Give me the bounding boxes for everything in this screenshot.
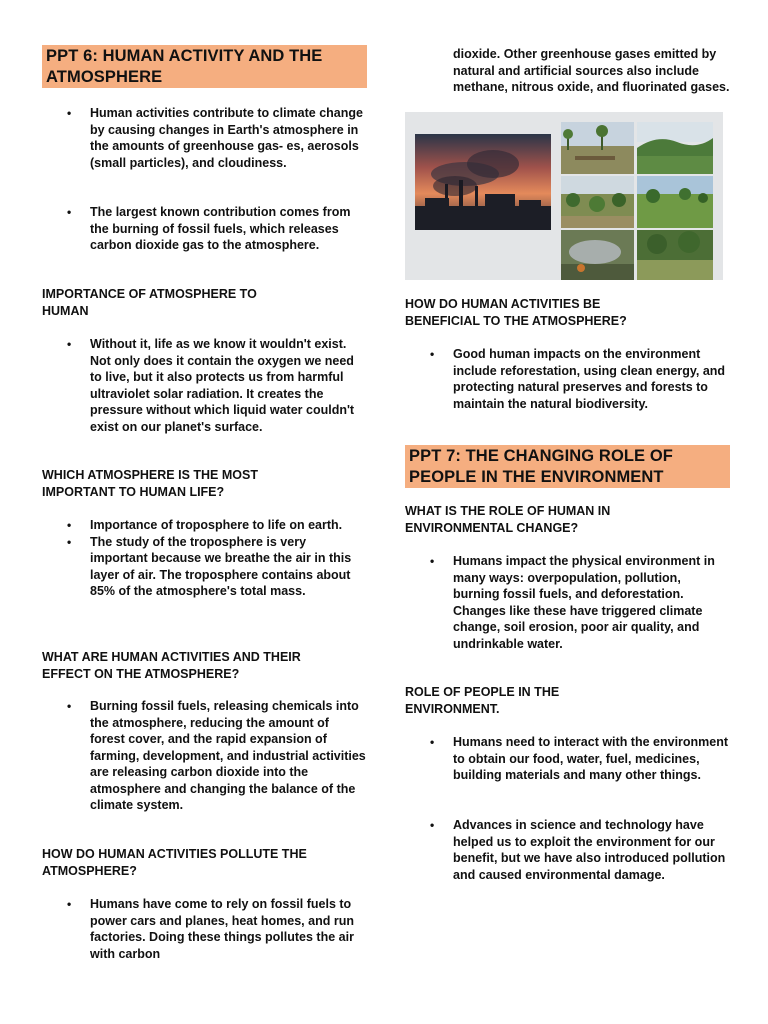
list-item: • Humans need to interact with the environment to obtain our food, water, fuel, medicines, building materials and many other things. (405, 734, 730, 784)
beneficial-bullet-list (405, 346, 730, 412)
industrial-smoke-photo (415, 134, 551, 230)
green-meadow-photo (637, 176, 713, 228)
deforested-land-photo (561, 122, 634, 174)
list-item: • Advances in science and technology have helped us to exploit the environment for our benefit, but we have also introduced pollution and caused environmental damage. (405, 817, 730, 883)
ppt7-title-banner (405, 445, 730, 488)
activities-heading: WHAT ARE HUMAN ACTIVITIES AND THEIR EFFECT ON THE ATMOSPHERE? (42, 650, 301, 681)
young-trees-photo (561, 176, 634, 228)
which-bullet-list (42, 517, 367, 600)
burning-field-photo (561, 230, 634, 280)
list-item: • The study of the troposphere is very important because we breathe the air in this layer of air. The troposphere contains about 85% of the atmosphere's total mass. (42, 534, 367, 600)
ppt6-title-banner (42, 45, 367, 88)
riverbank-vegetation-photo (637, 230, 713, 280)
role-heading: WHAT IS THE ROLE OF HUMAN IN ENVIRONMENTAL CHANGE? (405, 504, 611, 535)
beneficial-heading: HOW DO HUMAN ACTIVITIES BE BENEFICIAL TO THE ATMOSPHERE? (405, 297, 627, 328)
importance-bullet-list (42, 336, 367, 435)
list-item: • Without it, life as we know it wouldn't exist. Not only does it contain the oxygen we need to live, but it also protects us from harmful ultraviolet solar radiation. It creates the pressure without which liquid water couldn't exist on our planet's surface. (42, 336, 367, 435)
list-item: • Burning fossil fuels, releasing chemicals into the atmosphere, reducing the amount of forest cover, and the rapid expansion of farming, development, and industrial activities are releasing carbon dioxide into the atmosphere and changing the balance of the climate system. (42, 698, 367, 814)
ppt7-title: PPT 7: THE CHANGING ROLE OF PEOPLE IN THE ENVIRONMENT (409, 447, 673, 486)
activities-bullet-list (42, 698, 367, 814)
role-bullet-list (405, 553, 730, 652)
list-item: • Importance of troposphere to life on earth. (42, 517, 367, 534)
environment-photo-collage (405, 112, 723, 280)
list-item: • Humans have come to rely on fossil fuels to power cars and planes, heat homes, and run factories. Doing these things pollutes the air with carbon (42, 896, 367, 962)
importance-heading: IMPORTANCE OF ATMOSPHERE TO HUMAN (42, 287, 257, 318)
ppt6-title: PPT 6: HUMAN ACTIVITY AND THE ATMOSPHERE (46, 47, 323, 86)
list-item: • Good human impacts on the environment include reforestation, using clean energy, and protecting natural preserves and forests to maintain the natural biodiversity. (405, 346, 730, 412)
list-item: • Human activities contribute to climate change by causing changes in Earth's atmosphere in the amounts of greenhouse gas- es, aerosols (small particles), and cloudiness. (42, 105, 367, 171)
continuation-text: dioxide. Other greenhouse gases emitted by natural and artificial sources also include methane, nitrous oxide, and fluorinated gases. (453, 47, 730, 94)
pollute-bullet-list (42, 896, 367, 962)
intro-bullet-list (42, 105, 367, 171)
list-item: • The largest known contribution comes from the burning of fossil fuels, which releases carbon dioxide gas to the atmosphere. (42, 204, 367, 254)
forest-hills-photo (637, 122, 713, 174)
people-bullet-list-2 (405, 817, 730, 883)
people-heading: ROLE OF PEOPLE IN THE ENVIRONMENT. (405, 685, 560, 716)
which-heading: WHICH ATMOSPHERE IS THE MOST IMPORTANT TO HUMAN LIFE? (42, 468, 258, 499)
people-bullet-list (405, 734, 730, 784)
intro-bullet-list-2 (42, 204, 367, 254)
pollute-heading: HOW DO HUMAN ACTIVITIES POLLUTE THE ATMOSPHERE? (42, 847, 307, 878)
list-item: • Humans impact the physical environment in many ways: overpopulation, pollution, burning fossil fuels, and deforestation. Changes like these have triggered climate change, soil erosion, poor air quality, and undrinkable water. (405, 553, 730, 652)
